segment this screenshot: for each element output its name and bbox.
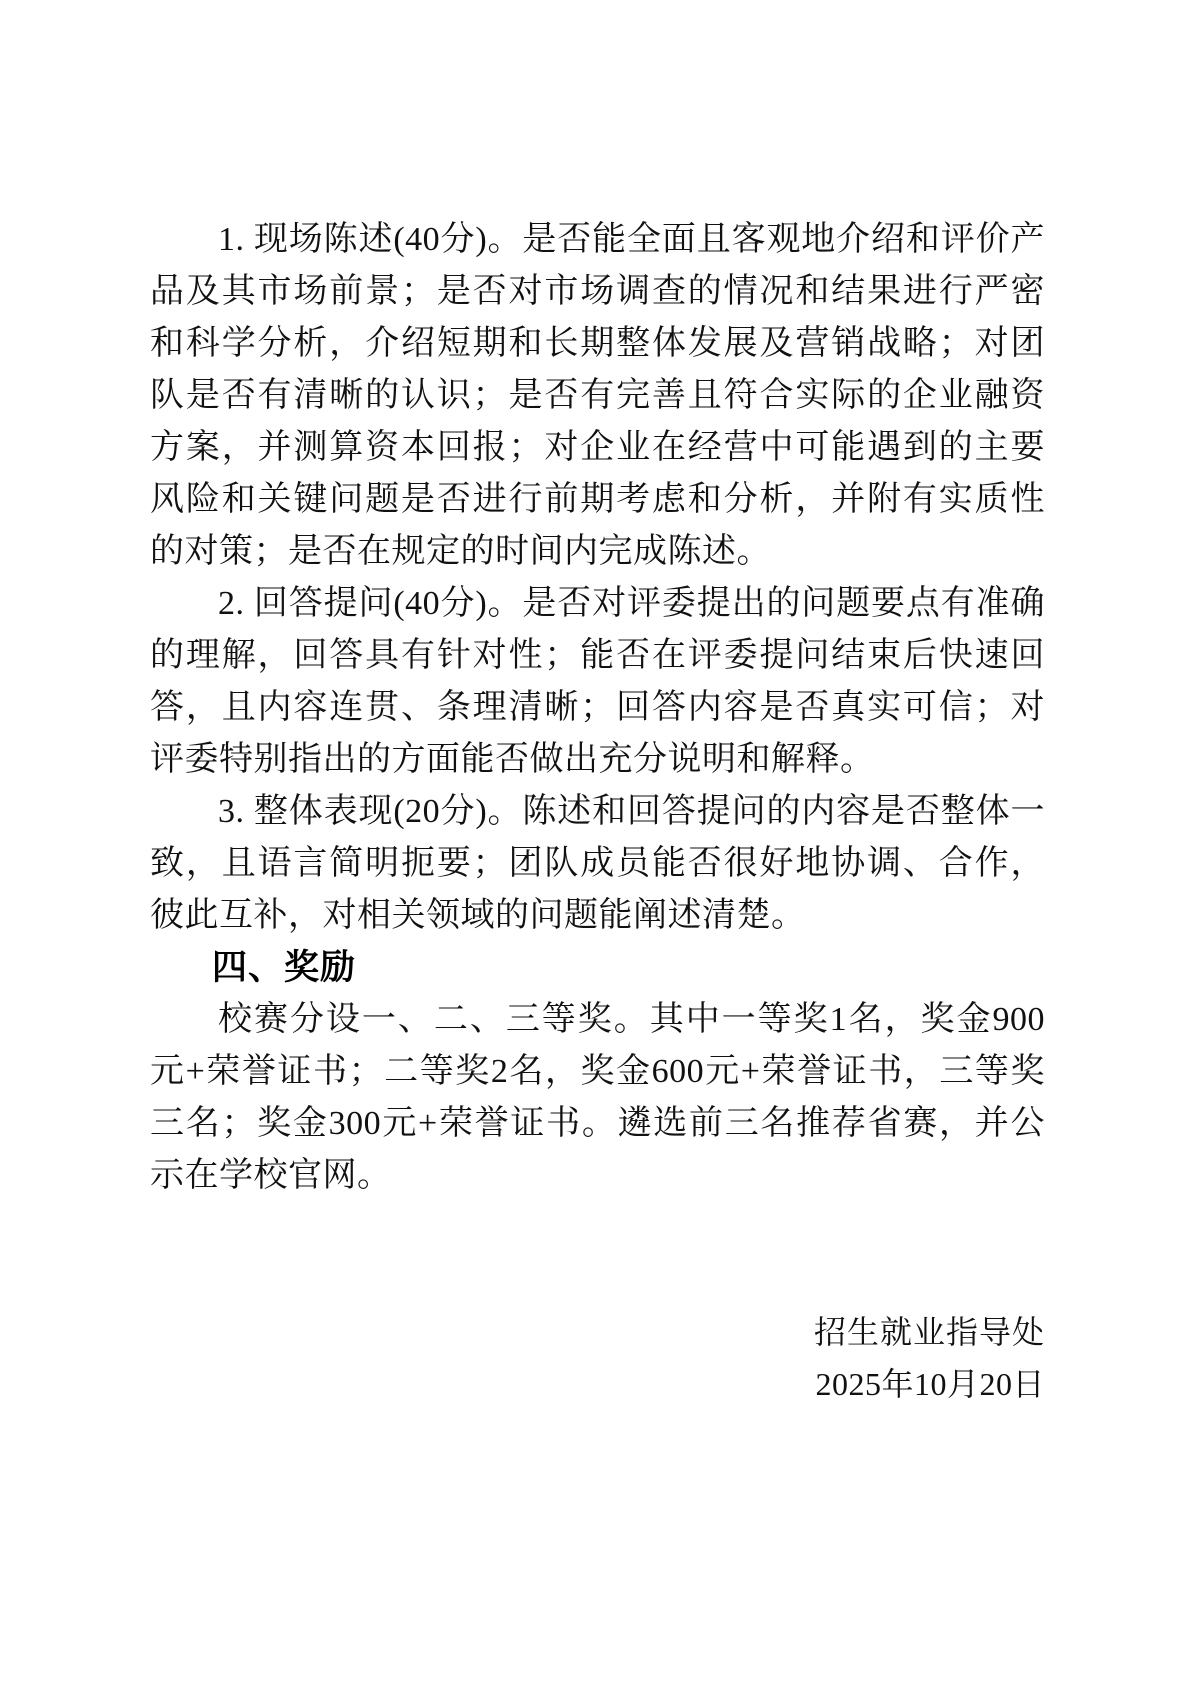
document-body <box>150 214 1045 1410</box>
signature-block <box>150 1306 1045 1410</box>
criteria-item-3-overall: 3. 整体表现(20分)。陈述和回答提问的内容是否整体一致，且语言简明扼要；团队成员能否很好地协调、合作，彼此互补，对相关领域的问题能阐述清楚。 <box>150 793 1045 934</box>
signature-date: 2025年10月20日 <box>815 1366 1045 1402</box>
signature-organization: 招生就业指导处 <box>813 1314 1045 1350</box>
criteria-item-2-qa: 2. 回答提问(40分)。是否对评委提出的问题要点有准确的理解，回答具有针对性；能否在评委提问结束后快速回答，且内容连贯、条理清晰；回答内容是否真实可信；对评委特别指出的方面能否做出充分说明和解释。 <box>150 585 1045 778</box>
criteria-item-1-presentation: 1. 现场陈述(40分)。是否能全面且客观地介绍和评价产品及其市场前景；是否对市场调查的情况和结果进行严密和科学分析，介绍短期和长期整体发展及营销战略；对团队是否有清晰的认识；是否有完善且符合实际的企业融资方案，并测算资本回报；对企业在经营中可能遇到的主要风险和关键问题是否进行前期考虑和分析，并附有实质性的对策；是否在规定的时间内完成陈述。 <box>150 221 1045 570</box>
section-heading-awards: 四、奖励 <box>212 948 357 987</box>
award-paragraph: 校赛分设一、二、三等奖。其中一等奖1名，奖金900元+荣誉证书；二等奖2名，奖金600元+荣誉证书，三等奖三名；奖金300元+荣誉证书。遴选前三名推荐省赛，并公示在学校官网。 <box>150 1001 1045 1194</box>
